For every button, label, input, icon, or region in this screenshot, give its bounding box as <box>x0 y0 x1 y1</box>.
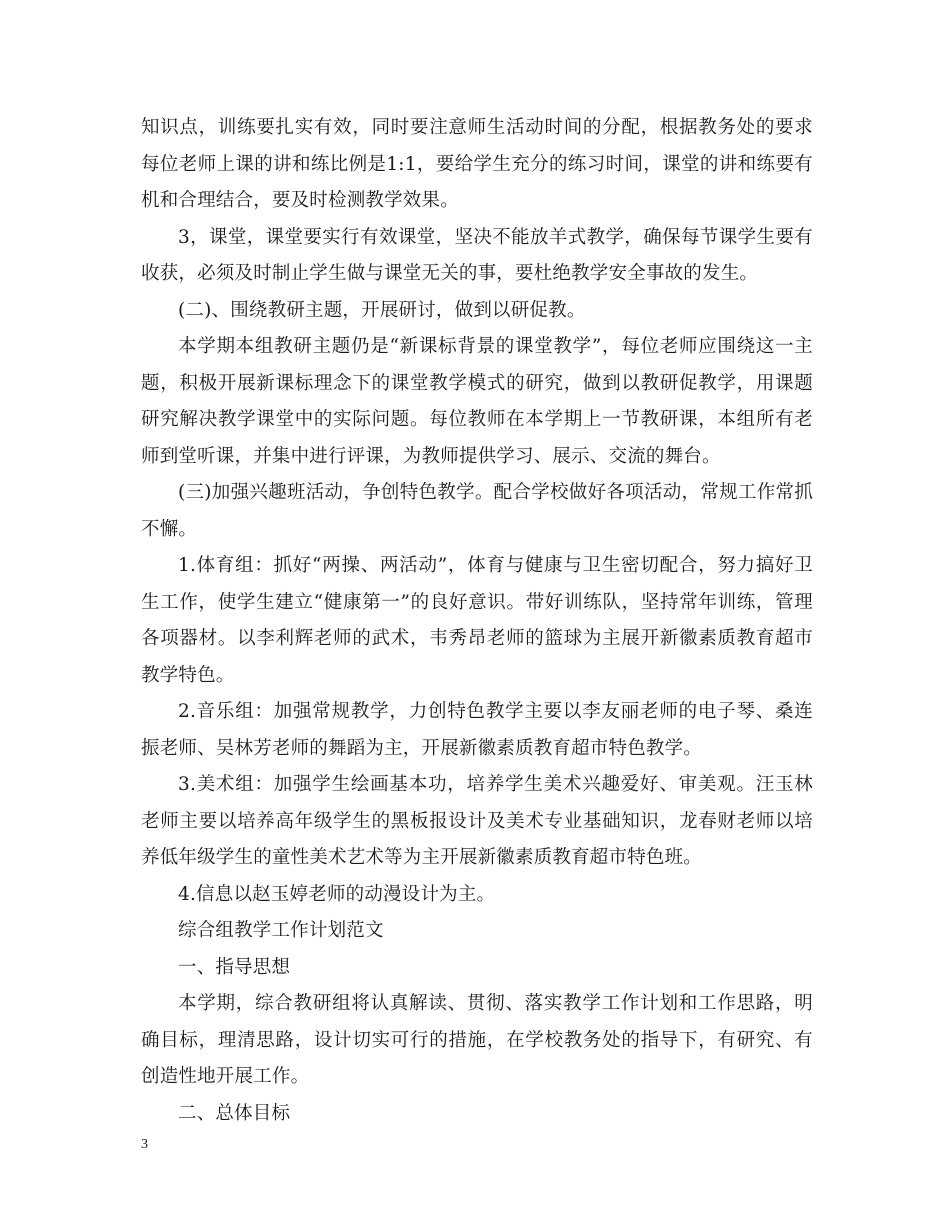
paragraph-guiding-ideology: 本学期，综合教研组将认真解读、贯彻、落实教学工作计划和工作思路，明确目标，理清思路，设计切实可行的措施，在学校教务处的指导下，有研究、有创造性地开展工作。 <box>141 993 813 1087</box>
heading-teaching-research: (二)、围绕教研主题，开展研讨，做到以研促教。 <box>178 299 586 321</box>
paragraph-music-group: 2.音乐组：加强常规教学，力创特色教学主要以李友丽老师的电子琴、桑连振老师、吴林芳老师的舞蹈为主，开展新徽素质教育超市特色教学。 <box>141 701 813 759</box>
heading-interest-classes: (三)加强兴趣班活动，争创特色教学。配合学校做好各项活动，常规工作常抓不懈。 <box>141 482 813 540</box>
heading-overall-goals: 二、总体目标 <box>178 1102 291 1124</box>
paragraph-knowledge-points: 知识点，训练要扎实有效，同时要注意师生活动时间的分配，根据教务处的要求每位老师上课的讲和练比例是1:1，要给学生充分的练习时间，课堂的讲和练要有机和合理结合，要及时检测教学效果。 <box>141 117 813 211</box>
paragraph-it-group: 4.信息以赵玉婷老师的动漫设计为主。 <box>178 883 496 905</box>
heading-guiding-ideology: 一、指导思想 <box>178 956 291 978</box>
document-body <box>141 110 813 1132</box>
paragraph-classroom: 3，课堂，课堂要实行有效课堂，坚决不能放羊式教学，确保每节课学生要有收获，必须及时制止学生做与课堂无关的事，要杜绝教学安全事故的发生。 <box>141 226 813 284</box>
section-title-plan: 综合组教学工作计划范文 <box>178 920 384 941</box>
page-number: 3 <box>141 1137 148 1152</box>
paragraph-pe-group: 1.体育组：抓好“两操、两活动”，体育与健康与卫生密切配合，努力搞好卫生工作，使学生建立“健康第一”的良好意识。带好训练队，坚持常年训练，管理各项器材。以李利辉老师的武术，韦秀昂老师的篮球为主展开新徽素质教育超市教学特色。 <box>141 555 813 686</box>
paragraph-research-theme: 本学期本组教研主题仍是“新课标背景的课堂教学”，每位老师应围绕这一主题，积极开展新课标理念下的课堂教学模式的研究，做到以教研促教学，用课题研究解决教学课堂中的实际问题。每位教师在本学期上一节教研课，本组所有老师到堂听课，并集中进行评课，为教师提供学习、展示、交流的舞台。 <box>141 336 813 467</box>
paragraph-art-group: 3.美术组：加强学生绘画基本功，培养学生美术兴趣爱好、审美观。汪玉林老师主要以培养高年级学生的黑板报设计及美术专业基础知识，龙春财老师以培养低年级学生的童性美术艺术等为主开展新徽素质教育超市特色班。 <box>141 774 813 868</box>
